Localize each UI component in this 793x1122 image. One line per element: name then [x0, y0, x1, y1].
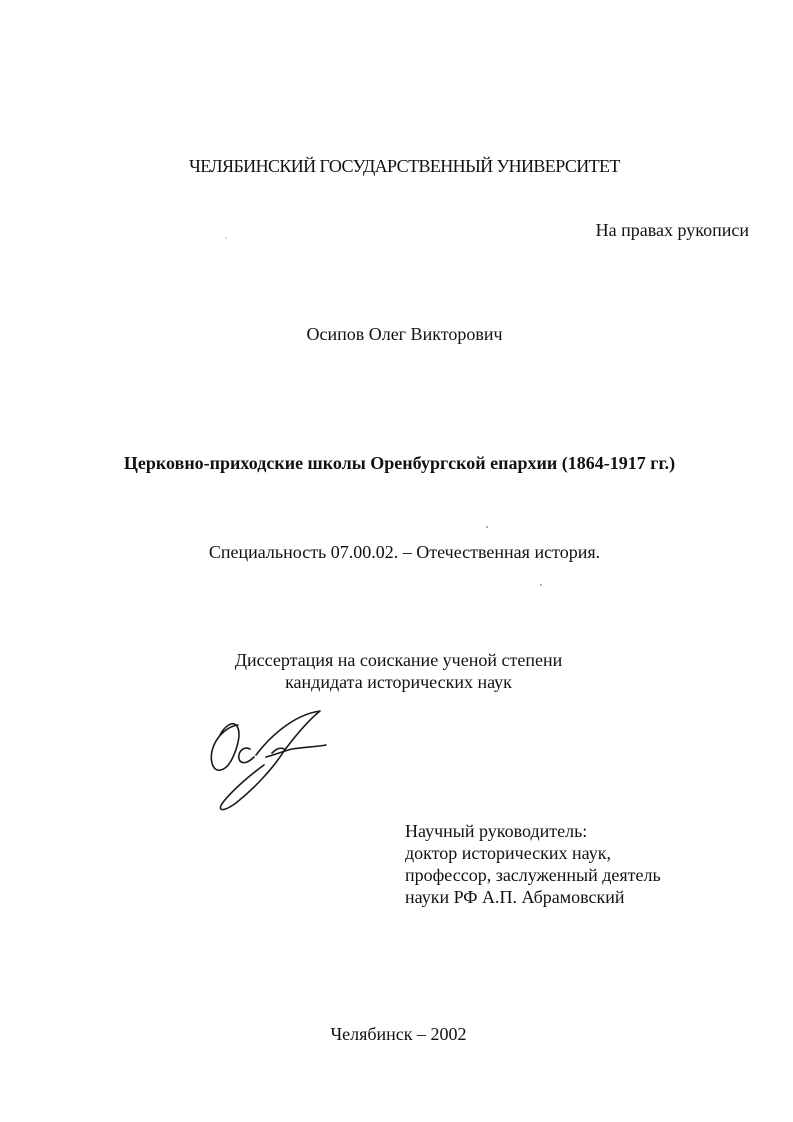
scan-speck: [225, 237, 227, 239]
author-name: Осипов Олег Викторович: [306, 324, 503, 344]
advisor-line: профессор, заслуженный деятель: [405, 865, 661, 885]
scan-speck: [486, 526, 488, 528]
advisor-line: Научный руководитель:: [405, 821, 588, 841]
scan-speck: [540, 584, 542, 586]
degree-line-1: Диссертация на соискание ученой степени: [234, 650, 563, 670]
manuscript-note: На правах рукописи: [595, 220, 749, 240]
handwritten-signature-icon: [200, 705, 340, 820]
advisor-line: доктор исторических наук,: [405, 843, 611, 863]
thesis-title: Церковно-приходские школы Оренбургской епархии (1864-1917 гг.): [123, 453, 676, 473]
advisor-line: науки РФ А.П. Абрамовский: [405, 887, 625, 907]
university-name: ЧЕЛЯБИНСКИЙ ГОСУДАРСТВЕННЫЙ УНИВЕРСИТЕТ: [189, 156, 620, 176]
degree-line-2: кандидата исторических наук: [285, 672, 512, 692]
thesis-specialty: Специальность 07.00.02. – Отечественная история.: [208, 542, 601, 562]
city-year: Челябинск – 2002: [330, 1024, 467, 1044]
